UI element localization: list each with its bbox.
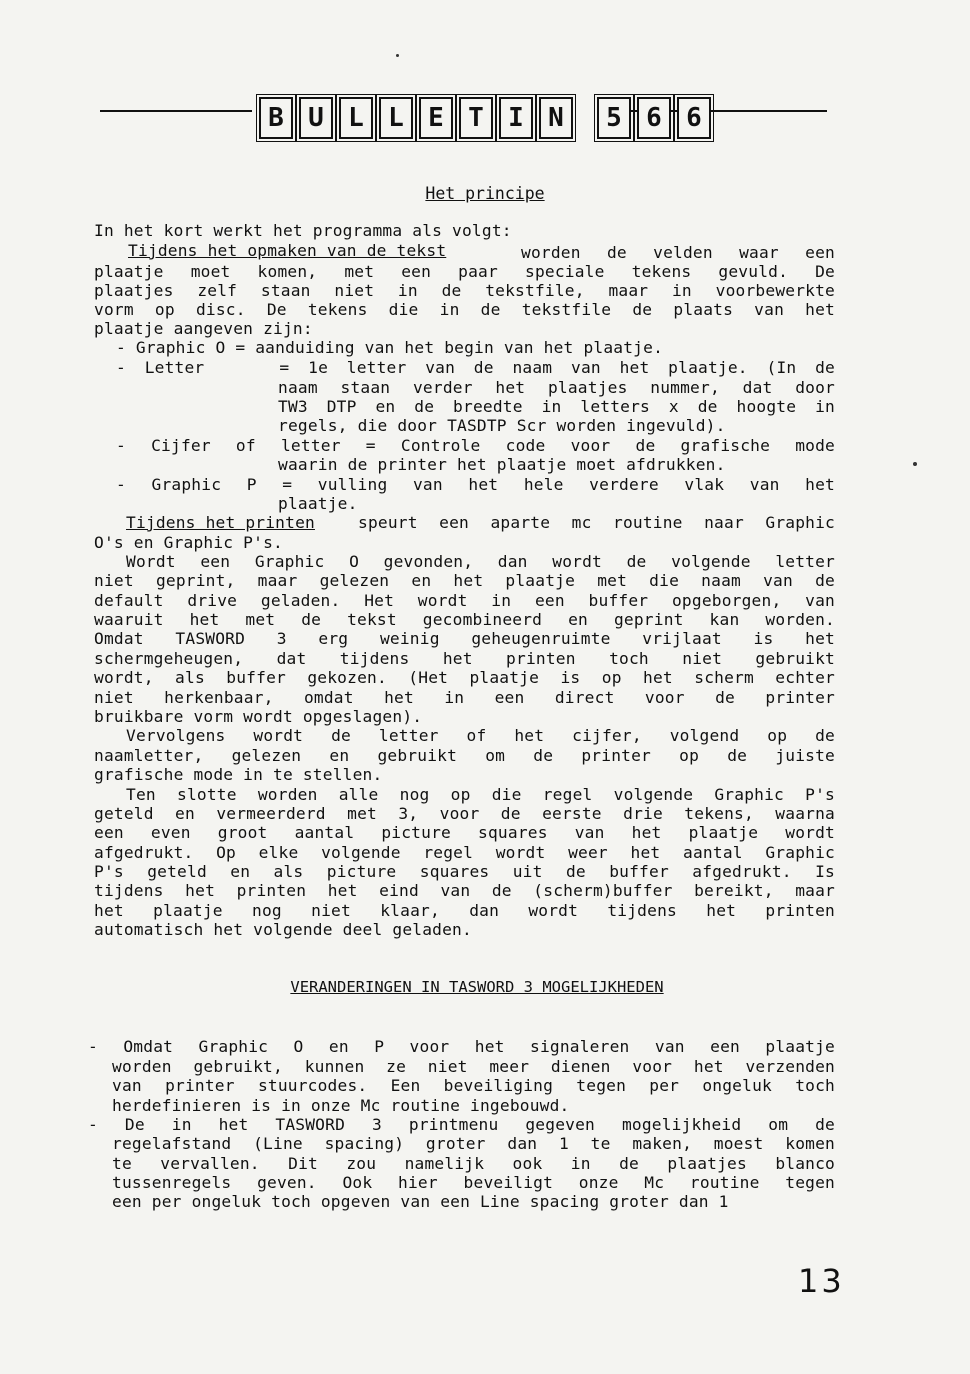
list-item-cont: van printer stuurcodes. Een beveiliging tegen per ongeluk toch bbox=[112, 1076, 835, 1095]
list-item-cont: naam staan verder het plaatjes nummer, dat door bbox=[278, 378, 835, 397]
section-title: VERANDERINGEN IN TASWORD 3 MOGELIJKHEDEN bbox=[290, 978, 664, 996]
scan-speck bbox=[913, 462, 917, 466]
body-line: schermgeheugen, dat tijdens het printen toch niet gebruikt bbox=[94, 649, 835, 668]
body-line: Ten slotte worden alle nog op die regel volgende Graphic P's bbox=[126, 785, 835, 804]
body-line: default drive geladen. Het wordt in een buffer opgeborgen, van bbox=[94, 591, 835, 610]
masthead-letter: U bbox=[299, 97, 333, 139]
body-line: automatisch het volgende deel geladen. bbox=[94, 920, 472, 939]
list-item-cont: regelafstand (Line spacing) groter dan 1 te maken, moest komen bbox=[112, 1134, 835, 1153]
masthead-letter: E bbox=[419, 97, 453, 139]
body-line: tijdens het printen het eind van de (scherm)buffer bereikt, maar bbox=[94, 881, 835, 900]
body-line: wordt, als buffer gekozen. (Het plaatje is op het scherm echter bbox=[94, 668, 835, 687]
list-item-cont: tussenregels geven. Ook hier beveiligt onze Mc routine tegen bbox=[112, 1173, 835, 1192]
body-line: waaruit het met de tekst gecombineerd en geprint kan worden. bbox=[94, 610, 835, 629]
list-item-cont: worden gebruikt, kunnen ze niet meer dienen voor het verzenden bbox=[112, 1057, 835, 1076]
list-item: - Graphic O = aanduiding van het begin van het plaatje. bbox=[116, 338, 664, 357]
masthead-letter: N bbox=[539, 97, 573, 139]
body-line: niet geprint, maar gelezen en het plaatje met die naam van de bbox=[94, 571, 835, 590]
body-line: Omdat TASWORD 3 erg weinig geheugenruimte vrijlaat is het bbox=[94, 629, 835, 648]
body-line: plaatje moet komen, met een paar speciale tekens gevuld. De bbox=[94, 262, 835, 281]
body-line: geteld en vermeerderd met 3, voor de eerste drie tekens, waarna bbox=[94, 804, 835, 823]
body-line: worden de velden waar een bbox=[521, 243, 835, 262]
list-item: - Cijfer of letter = Controle code voor de grafische mode bbox=[116, 436, 835, 455]
masthead-rule-left bbox=[100, 110, 252, 112]
body-line: grafische mode in te stellen. bbox=[94, 765, 383, 784]
masthead-number: 6 bbox=[677, 97, 711, 139]
masthead-number: 6 bbox=[637, 97, 671, 139]
scan-speck bbox=[396, 54, 399, 57]
body-line: het plaatje nog niet klaar, dan wordt tijdens het printen bbox=[94, 901, 835, 920]
masthead-number: 5 bbox=[597, 97, 631, 139]
list-item: - Letter = 1e letter van de naam van het plaatje. (In de bbox=[116, 358, 835, 377]
body-line: In het kort werkt het programma als volgt: bbox=[94, 221, 512, 240]
masthead-letter: L bbox=[339, 97, 373, 139]
body-line: afgedrukt. Op elke volgende regel wordt weer het aantal Graphic bbox=[94, 843, 835, 862]
body-line-underlined: Tijdens het opmaken van de tekst bbox=[128, 241, 447, 260]
section-title: Het principe bbox=[425, 184, 545, 203]
list-item-cont: waarin de printer het plaatje moet afdrukken. bbox=[278, 455, 726, 474]
list-item-cont: plaatje. bbox=[278, 494, 358, 513]
body-line: speurt een aparte mc routine naar Graphic bbox=[358, 513, 835, 532]
list-item: - Omdat Graphic O en P voor het signaleren van een plaatje bbox=[88, 1037, 835, 1056]
masthead-letter: B bbox=[259, 97, 293, 139]
body-line: plaatje aangeven zijn: bbox=[94, 319, 313, 338]
body-line-underlined: Tijdens het printen bbox=[126, 513, 315, 532]
list-item-cont: te vervallen. Dit zou namelijk ook in de plaatjes blanco bbox=[112, 1154, 835, 1173]
list-item: - Graphic P = vulling van het hele verdere vlak van het bbox=[116, 475, 835, 494]
list-item-cont: herdefinieren is in onze Mc routine ingebouwd. bbox=[112, 1096, 570, 1115]
body-line: bruikbare vorm wordt opgeslagen). bbox=[94, 707, 423, 726]
body-line: naamletter, gelezen en gebruikt om de printer op de juiste bbox=[94, 746, 835, 765]
list-item: - De in het TASWORD 3 printmenu gegeven mogelijkheid om de bbox=[88, 1115, 835, 1134]
masthead bbox=[258, 94, 712, 140]
masthead-letter: I bbox=[499, 97, 533, 139]
list-item-cont: een per ongeluk toch opgeven van een Line spacing groter dan 1 bbox=[112, 1192, 729, 1211]
body-line: Wordt een Graphic O gevonden, dan wordt de volgende letter bbox=[126, 552, 835, 571]
masthead-letter: L bbox=[379, 97, 413, 139]
body-line: een even groot aantal picture squares van het plaatje wordt bbox=[94, 823, 835, 842]
list-item-cont: regels, die door TASDTP Scr worden ingevuld). bbox=[278, 416, 726, 435]
body-line: niet herkenbaar, omdat het in een direct voor de printer bbox=[94, 688, 835, 707]
body-line: Vervolgens wordt de letter of het cijfer, volgend op de bbox=[126, 726, 835, 745]
page-number: 13 bbox=[798, 1262, 845, 1300]
list-item-cont: TW3 DTP en de breedte in letters x de hoogte in bbox=[278, 397, 835, 416]
body-line: P's geteld en als picture squares uit de buffer afgedrukt. Is bbox=[94, 862, 835, 881]
body-line: plaatjes zelf staan niet in de tekstfile, maar in voorbewerkte bbox=[94, 281, 835, 300]
body-line: O's en Graphic P's. bbox=[94, 533, 283, 552]
masthead-letter: T bbox=[459, 97, 493, 139]
body-line: vorm op disc. De tekens die in de tekstfile de plaats van het bbox=[94, 300, 835, 319]
